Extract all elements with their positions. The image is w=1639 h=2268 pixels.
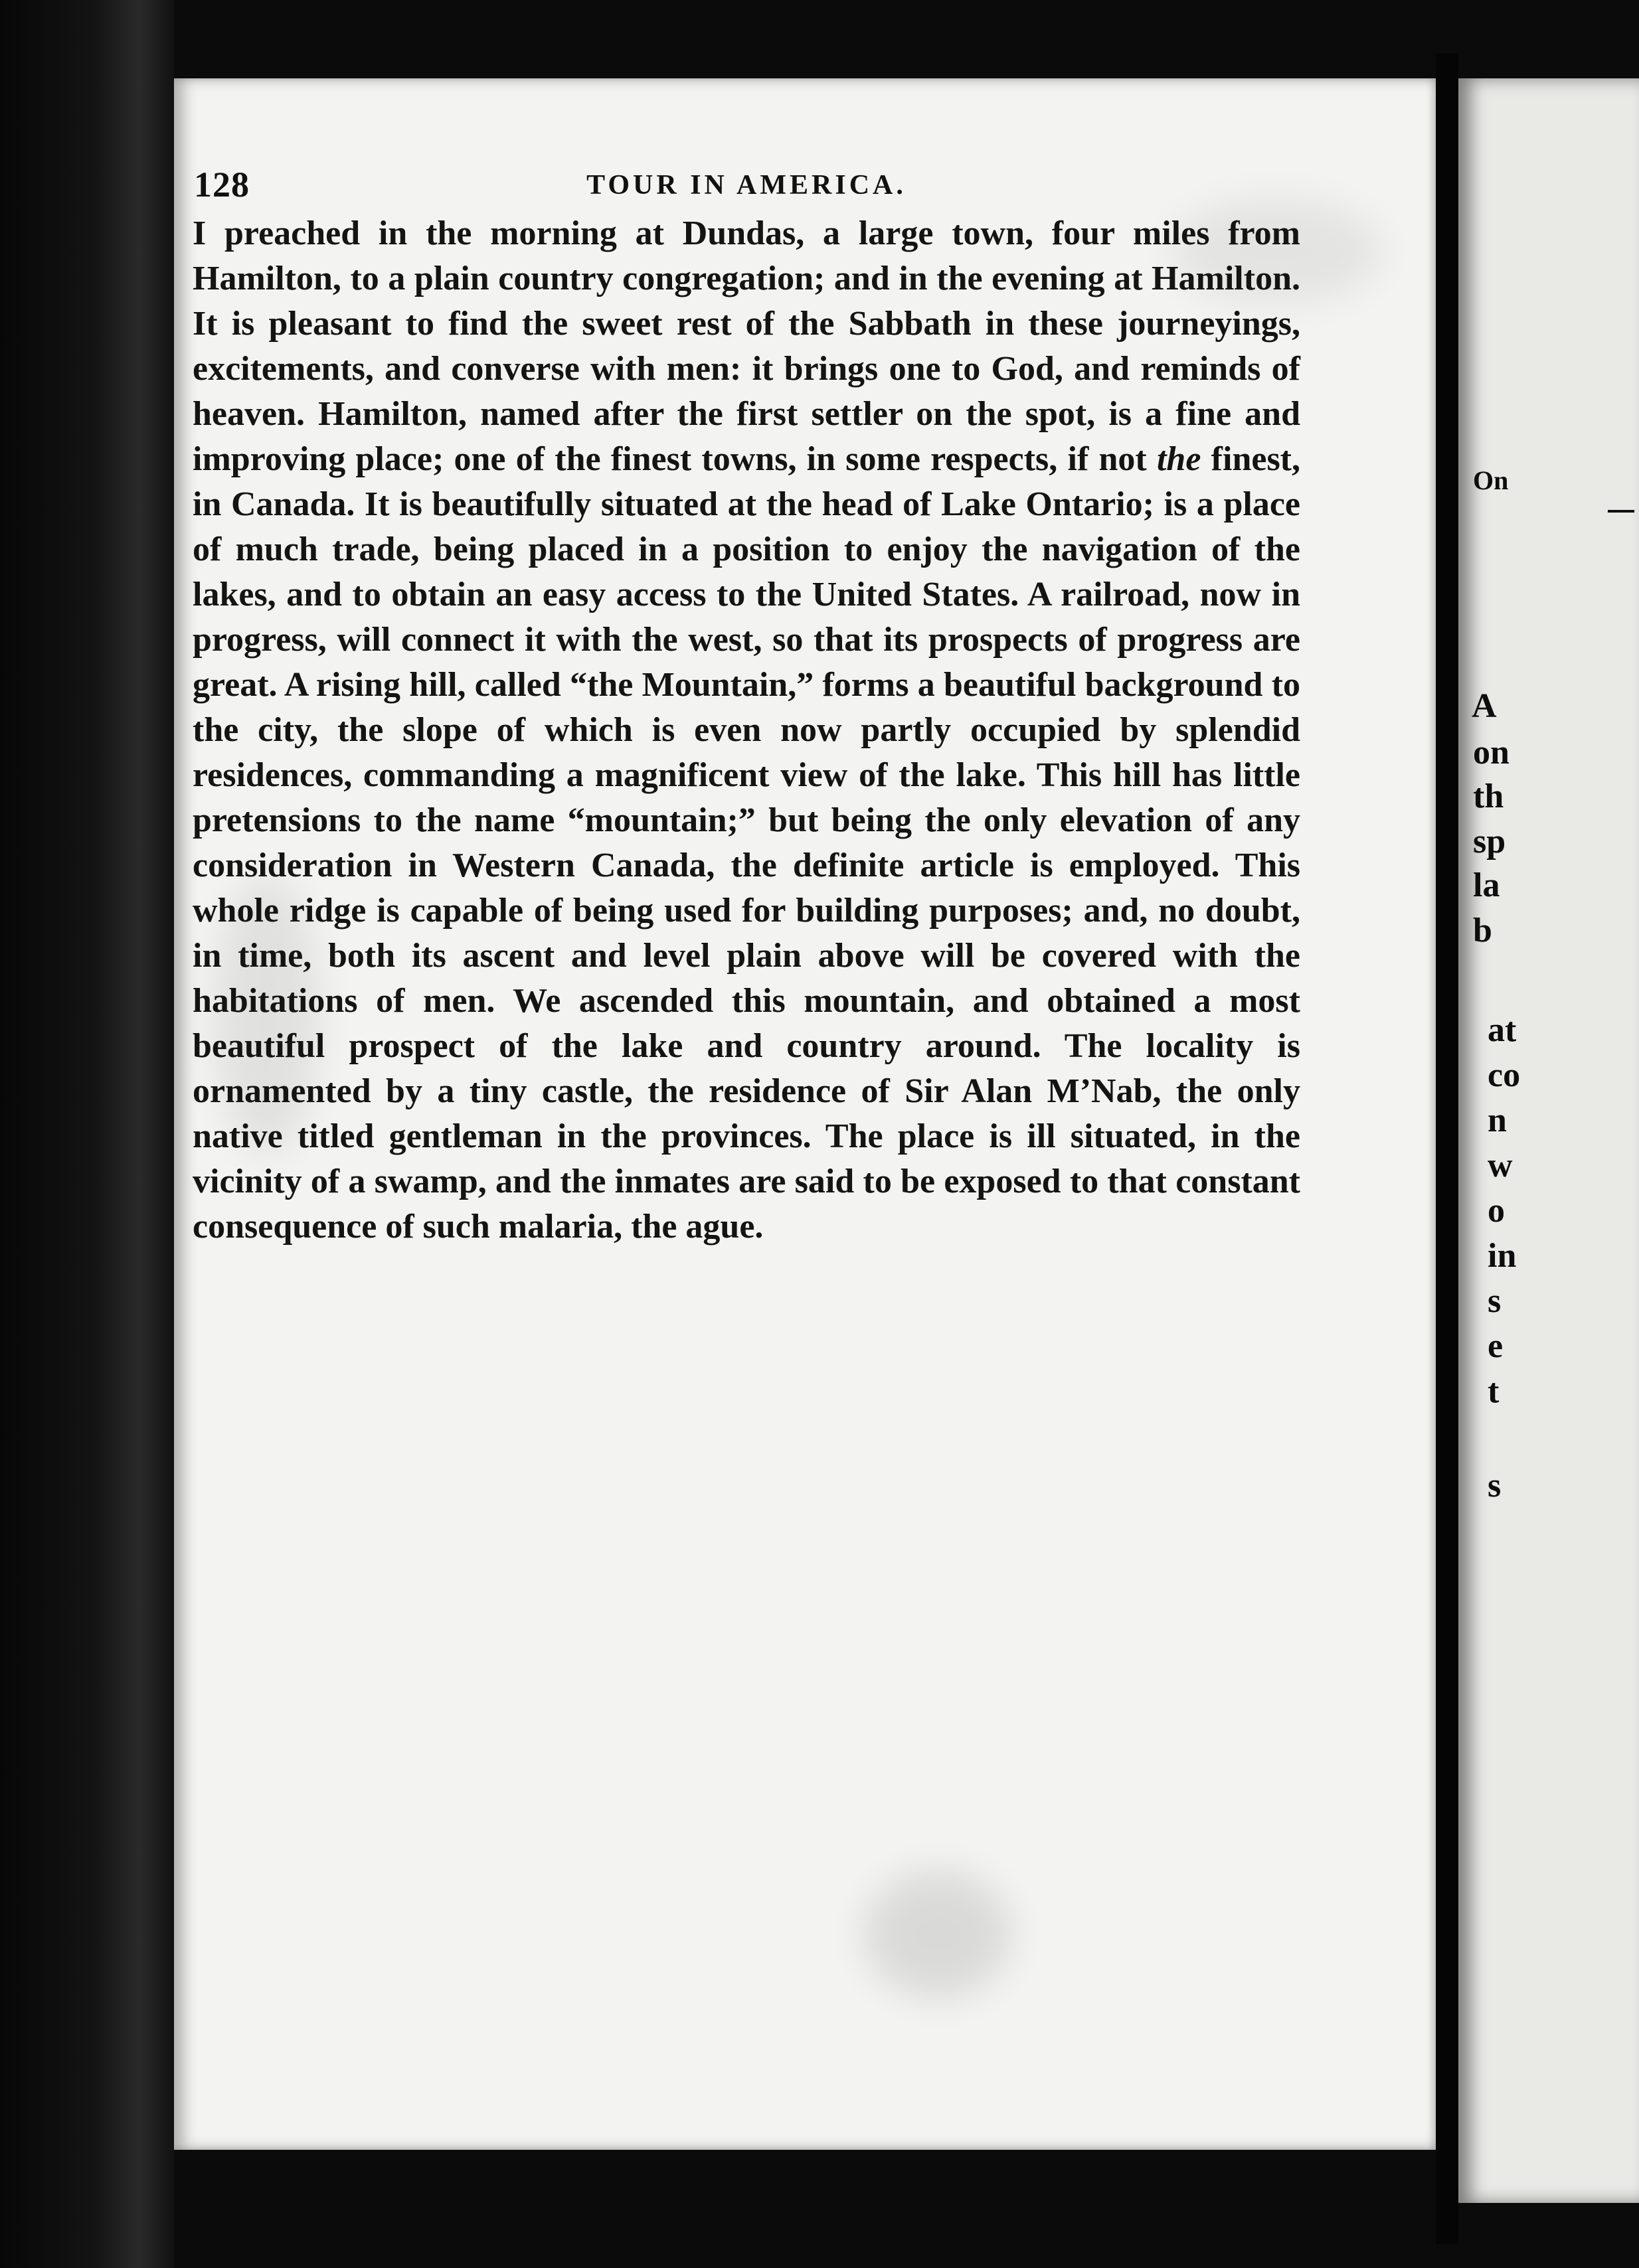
body-paragraph bbox=[193, 211, 1300, 1250]
facing-page-fragment: n bbox=[1488, 1101, 1507, 1139]
facing-page-fragment: co bbox=[1488, 1056, 1521, 1094]
facing-page-fragment: th bbox=[1473, 777, 1504, 815]
facing-page-fragment: on bbox=[1473, 734, 1510, 771]
body-text-part: finest, in Canada. It is beautifully situated at the head of Lake Ontario; is a place of much trade, being placed in a position to enjoy the navigation of the lakes, and to obtain an easy access to the United States. A railroad, now in progress, will connect it with the west, so that its prospects of progress are great. A rising hill, called “the Mountain,” forms a beautiful background to the city, the slope of which is even now partly occupied by splendid residences, commanding a magnificent view of the lake. This hill has little pretensions to the name “mountain;” but being the only elevation of any consideration in Western Canada, the definite article is employed. This whole ridge is capable of being used for building purposes; and, no doubt, in time, both its ascent and level plain above will be covered with the habitations of men. We ascended this mountain, and obtained a most beautiful prospect of the lake and country around. The locality is ornamented by a tiny castle, the residence of Sir Alan M’Nab, the only native titled gentleman in the provinces. The place is ill situated, in the vicinity of a swamp, and the inmates are said to be exposed to that constant consequence of such malaria, the ague. bbox=[193, 440, 1300, 1246]
facing-page-fragment: at bbox=[1488, 1011, 1517, 1049]
page-gutter bbox=[1436, 53, 1458, 2244]
page-number: 128 bbox=[194, 165, 250, 204]
body-text-part: I preached in the morning at Dundas, a large town, four miles from Hamilton, to a plain country congregation; and in the evening at Hamilton. It is pleasant to find the sweet rest of the Sabbath in these journeyings, excitements, and converse with men: it brings one to God, and reminds of heaven. Hamilton, named after the first settler on the spot, is a fine and improving place; one of the finest towns, in some respects, if not bbox=[193, 214, 1300, 478]
facing-page-fragment: sp bbox=[1473, 823, 1506, 860]
facing-page-fragment: t bbox=[1488, 1372, 1500, 1410]
facing-page-fragment: s bbox=[1488, 1467, 1502, 1504]
facing-page-fragment: in bbox=[1488, 1237, 1517, 1275]
facing-page-fragment: la bbox=[1473, 866, 1500, 904]
facing-page-fragment: b bbox=[1473, 912, 1492, 949]
page-header bbox=[194, 164, 1299, 204]
facing-page-fragment: On bbox=[1473, 465, 1509, 495]
running-head: TOUR IN AMERICA. bbox=[586, 170, 906, 201]
facing-page-fragment: w bbox=[1488, 1147, 1513, 1184]
page-body-text bbox=[193, 211, 1300, 1250]
italic-emphasis: the bbox=[1156, 440, 1201, 478]
facing-page-rule bbox=[1608, 510, 1634, 513]
facing-page-fragment: s bbox=[1488, 1282, 1502, 1320]
foxing-stain bbox=[865, 1871, 1011, 1997]
facing-page-fragment: A bbox=[1472, 687, 1497, 725]
facing-page-fragment: e bbox=[1488, 1327, 1504, 1365]
facing-page-fragment: o bbox=[1488, 1192, 1505, 1230]
book-left-edge bbox=[0, 0, 174, 2268]
facing-page-edge bbox=[1458, 78, 1639, 2203]
